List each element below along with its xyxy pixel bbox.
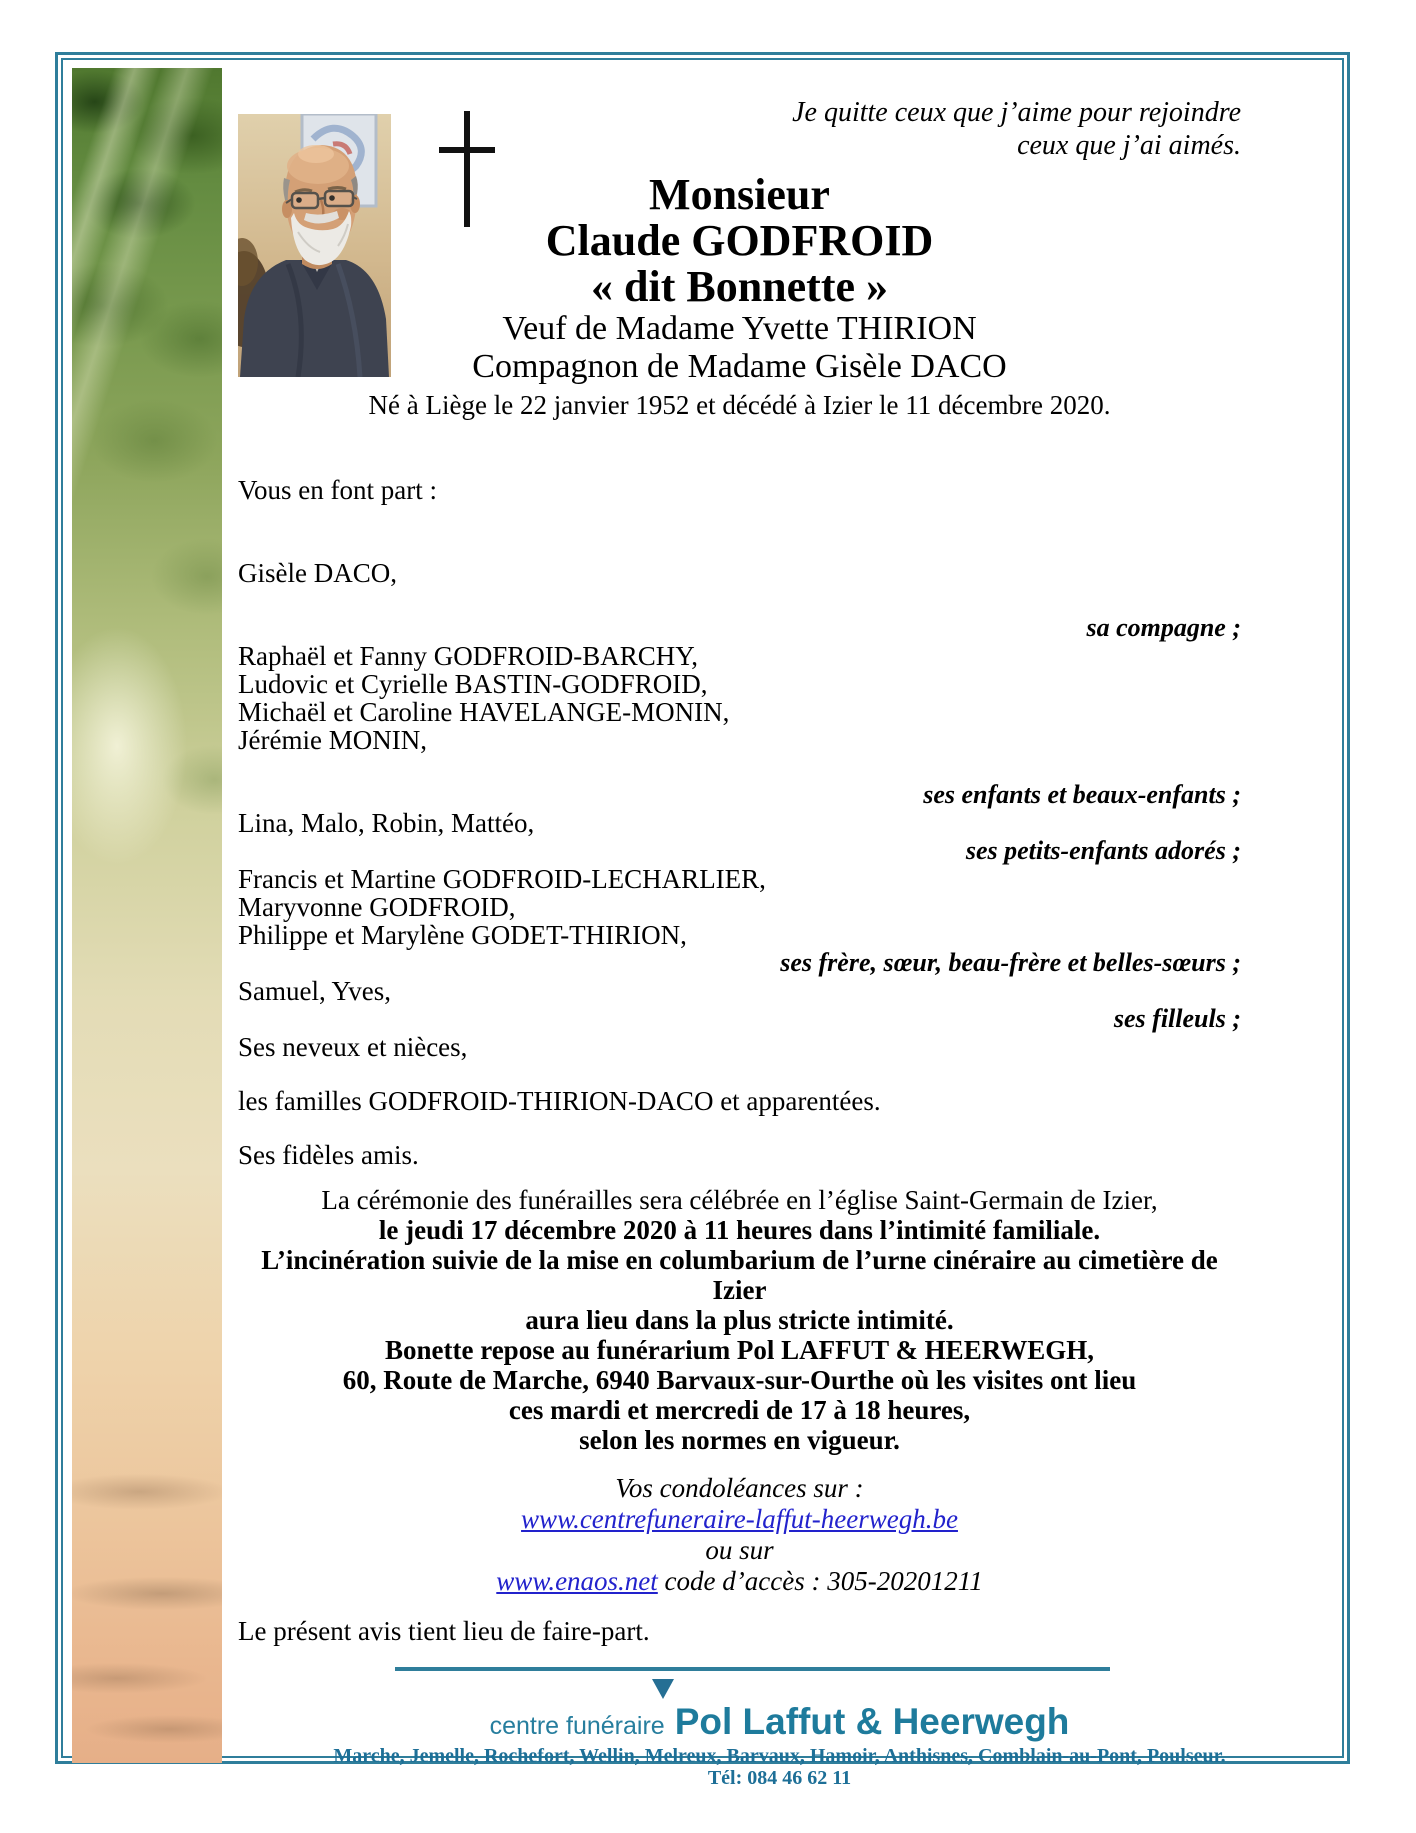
phone-line: Tél: 084 46 62 11 [707, 1767, 852, 1789]
mourner-line: Ses neveux et nièces, [238, 1032, 468, 1062]
mourner-line: Raphaël et Fanny GODFROID-BARCHY, [238, 641, 698, 671]
visits-line: ces mardi et mercredi de 17 à 18 heures, [508, 1395, 971, 1425]
decorative-frame [55, 52, 1350, 1789]
side-nature-image [72, 68, 222, 1763]
condolences-section [238, 1473, 1241, 1597]
announcement-intro: Vous en font part : [238, 475, 437, 505]
header-section [238, 60, 1241, 391]
funeral-home-line: 60, Route de Marche, 6940 Barvaux-sur-Ourthe où les visites ont lieu [342, 1365, 1137, 1395]
legal-notice: Le présent avis tient lieu de faire-part. [238, 1616, 650, 1646]
memorial-quote [792, 96, 1241, 162]
mourner-line: Ludovic et Cyrielle BASTIN-GODFROID, [238, 669, 708, 699]
condolences-intro: Vos condoléances sur : [615, 1473, 864, 1503]
mourner-line: Francis et Martine GODFROID-LECHARLIER, [238, 864, 766, 894]
deceased-titles [238, 172, 1241, 386]
families-line: les familles GODFROID-THIRION-DACO et apparentées. [238, 1086, 881, 1116]
ceremony-line: La cérémonie des funérailles sera célébrée en l’église Saint-Germain de Izier, [321, 1185, 1158, 1215]
relation-label: ses petits-enfants adorés ; [965, 836, 1241, 865]
mourner-line: Samuel, Yves, [238, 976, 392, 1006]
logo-triangle-icon [652, 1679, 674, 1699]
enaos-website-link[interactable]: www.enaos.net [496, 1566, 658, 1596]
friends-line: Ses fidèles amis. [238, 1140, 419, 1170]
funeral-home-footer [278, 1679, 1281, 1789]
partner-line: Compagnon de Madame Gisèle DACO [472, 348, 1007, 385]
relation-label: ses frère, sœur, beau-frère et belles-sœurs ; [780, 948, 1241, 977]
memorial-quote-line1: Je quitte ceux que j’aime pour rejoindre [792, 97, 1241, 128]
brand-prefix: centre funéraire [489, 1712, 665, 1740]
mourner-line: Jérémie MONIN, [238, 725, 427, 755]
condolences-website-link[interactable]: www.centrefuneraire-laffut-heerwegh.be [521, 1504, 958, 1534]
access-code: code d’accès : 305-20201211 [664, 1566, 983, 1596]
mourner-line: Lina, Malo, Robin, Mattéo, [238, 808, 535, 838]
brand-name: Pol Laffut & Heerwegh [674, 1701, 1070, 1742]
honorific: Monsieur [649, 170, 830, 219]
widower-line: Veuf de Madame Yvette THIRION [502, 310, 977, 347]
ceremony-line: L’incinération suivie de la mise en columbarium de l’urne cinéraire au cimetière de Izier [261, 1245, 1218, 1305]
mourner-line: Gisèle DACO, [238, 558, 397, 588]
birth-death-line: Né à Liège le 22 janvier 1952 et décédé à Izier le 11 décembre 2020. [368, 390, 1111, 420]
relation-label: ses enfants et beaux-enfants ; [923, 780, 1241, 809]
deceased-nickname: « dit Bonnette » [591, 262, 888, 311]
visits-line: selon les normes en vigueur. [579, 1425, 900, 1455]
locations-line: Marche, Jemelle, Rochefort, Wellin, Melreux, Barvaux, Hamoir, Anthisnes, Comblain-au-Pont, Poulseur. [333, 1745, 1226, 1767]
frame-inner-border [61, 58, 1344, 1789]
relation-label: sa compagne ; [1086, 613, 1241, 642]
memorial-quote-line2: ceux que j’ai aimés. [1017, 130, 1241, 161]
funeral-home-logo [278, 1679, 1281, 1743]
document-content [222, 60, 1342, 1789]
footer-separator [395, 1667, 1110, 1671]
mourner-line: Philippe et Marylène GODET-THIRION, [238, 920, 687, 950]
deceased-name: Claude GODFROID [545, 216, 934, 265]
condolences-or-text: ou sur [705, 1535, 774, 1565]
ceremony-line: aura lieu dans la plus stricte intimité. [525, 1305, 954, 1335]
mourner-line: Maryvonne GODFROID, [238, 892, 516, 922]
relation-label: ses filleuls ; [1113, 1004, 1241, 1033]
ceremony-line: le jeudi 17 décembre 2020 à 11 heures dans l’intimité familiale. [378, 1215, 1101, 1245]
funeral-home-line: Bonette repose au funérarium Pol LAFFUT & HEERWEGH, [384, 1335, 1095, 1365]
ceremony-section [238, 1185, 1241, 1455]
mourner-line: Michaël et Caroline HAVELANGE-MONIN, [238, 697, 730, 727]
